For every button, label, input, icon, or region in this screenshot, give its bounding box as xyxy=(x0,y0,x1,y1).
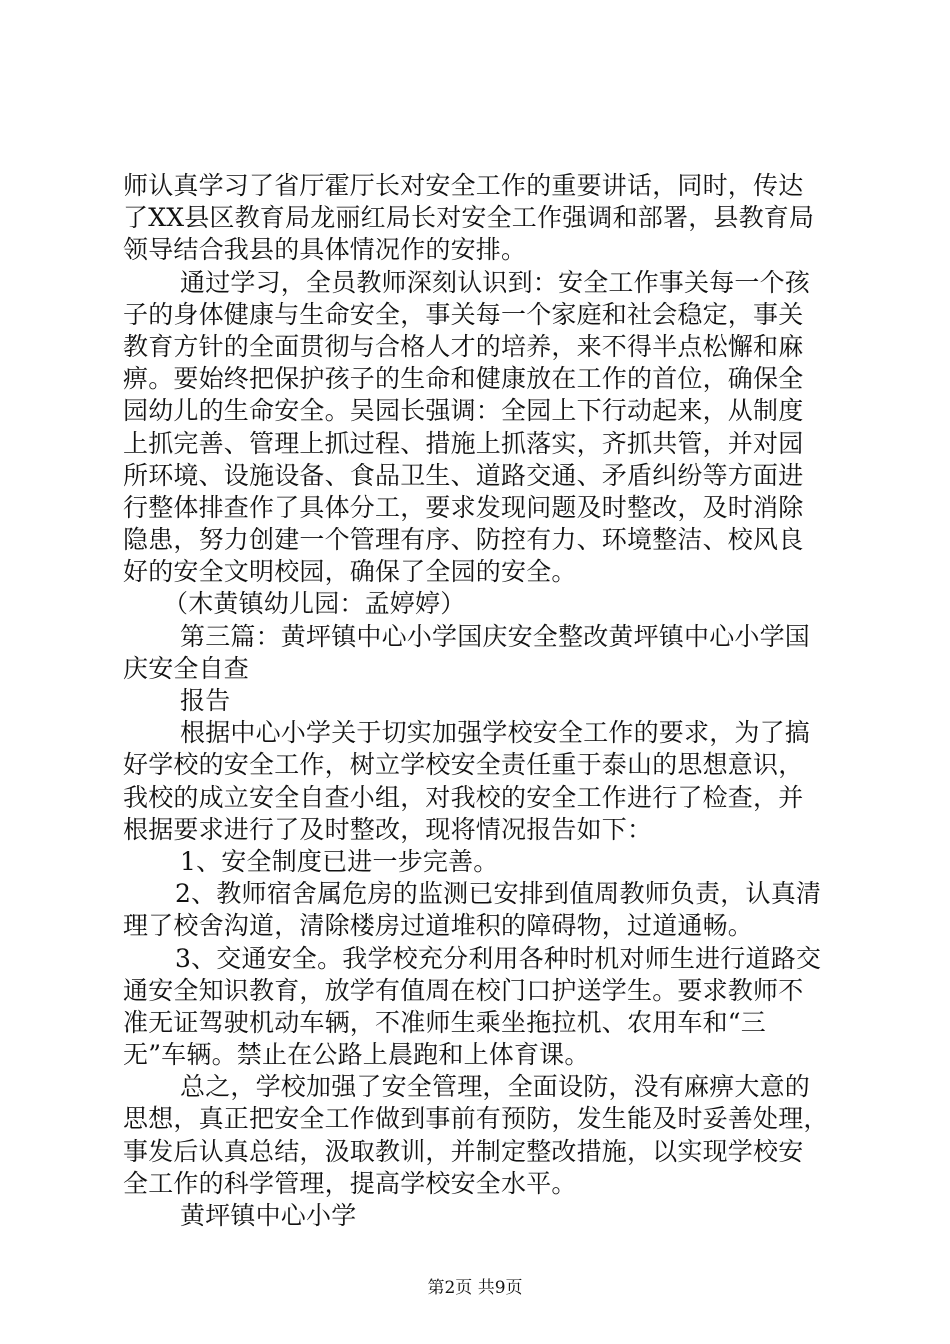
text-line: 无”车辆。禁止在公路上晨跑和上体育课。 xyxy=(123,1040,590,1070)
section-heading: 第三篇：黄坪镇中心小学国庆安全整改黄坪镇中心小学国 xyxy=(180,621,811,651)
list-item: 3、交通安全。我学校充分利用各种时机对师生进行道路交 xyxy=(175,943,822,973)
page-footer: 第2页 共9页 xyxy=(427,1278,523,1298)
text-line: 事发后认真总结，汲取教训，并制定整改措施，以实现学校安 xyxy=(123,1136,804,1166)
text-line: 子的身体健康与生命安全，事关每一个家庭和社会稳定，事关 xyxy=(123,299,804,329)
text-line: 我校的成立安全自查小组，对我校的安全工作进行了检查，并 xyxy=(123,782,804,812)
text-line: 理了校舍沟道，清除楼房过道堆积的障碍物，过道通畅。 xyxy=(123,911,754,941)
text-line: 思想，真正把安全工作做到事前有预防，发生能及时妥善处理， xyxy=(123,1104,829,1134)
document-body xyxy=(123,170,835,1232)
text-line: 隐患，努力创建一个管理有序、防控有力、环境整洁、校风良 xyxy=(123,525,804,555)
list-item: 1、安全制度已进一步完善。 xyxy=(180,846,499,876)
text-line: 领导结合我县的具体情况作的安排。 xyxy=(123,235,527,265)
text-line: 所环境、设施设备、食品卫生、道路交通、矛盾纠纷等方面进 xyxy=(123,460,804,490)
signature-line: （木黄镇幼儿园：孟婷婷） xyxy=(163,589,466,619)
signature-line: 黄坪镇中心小学 xyxy=(180,1201,357,1230)
text-line: 师认真学习了省厅霍厅长对安全工作的重要讲话，同时，传达 xyxy=(123,171,804,200)
text-line: 痹。要始终把保护孩子的生命和健康放在工作的首位，确保全 xyxy=(123,364,804,394)
text-line: 根据要求进行了及时整改，现将情况报告如下： xyxy=(123,814,653,844)
text-line: 园幼儿的生命安全。吴园长强调：全园上下行动起来，从制度 xyxy=(123,396,804,426)
text-line: 好学校的安全工作，树立学校安全责任重于泰山的思想意识， xyxy=(123,750,804,780)
text-line: 准无证驾驶机动车辆，不准师生乘坐拖拉机、农用车和“三 xyxy=(123,1007,766,1037)
text-line: 行整体排查作了具体分工，要求发现问题及时整改，及时消除 xyxy=(123,492,804,522)
text-line: 教育方针的全面贯彻与合格人才的培养，来不得半点松懈和麻 xyxy=(123,331,804,361)
text-line: 好的安全文明校园，确保了全园的安全。 xyxy=(123,557,577,587)
text-line: 通安全知识教育，放学有值周在校门口护送学生。要求教师不 xyxy=(123,975,804,1005)
section-heading-cont: 报告 xyxy=(180,686,231,715)
text-line: 上抓完善、管理上抓过程、措施上抓落实，齐抓共管，并对园 xyxy=(123,428,804,458)
paragraph-start: 总之，学校加强了安全管理，全面设防，没有麻痹大意的 xyxy=(180,1072,811,1102)
paragraph-start: 根据中心小学关于切实加强学校安全工作的要求，为了搞 xyxy=(180,718,811,748)
list-item: 2、教师宿舍属危房的监测已安排到值周教师负责，认真清 xyxy=(175,879,822,909)
text-line: 全工作的科学管理，提高学校安全水平。 xyxy=(123,1168,577,1198)
paragraph-start: 通过学习，全员教师深刻认识到：安全工作事关每一个孩 xyxy=(180,267,811,297)
section-heading-cont: 庆安全自查 xyxy=(123,653,250,683)
text-line: 了XX县区教育局龙丽红局长对安全工作强调和部署，县教育局 xyxy=(123,203,815,233)
